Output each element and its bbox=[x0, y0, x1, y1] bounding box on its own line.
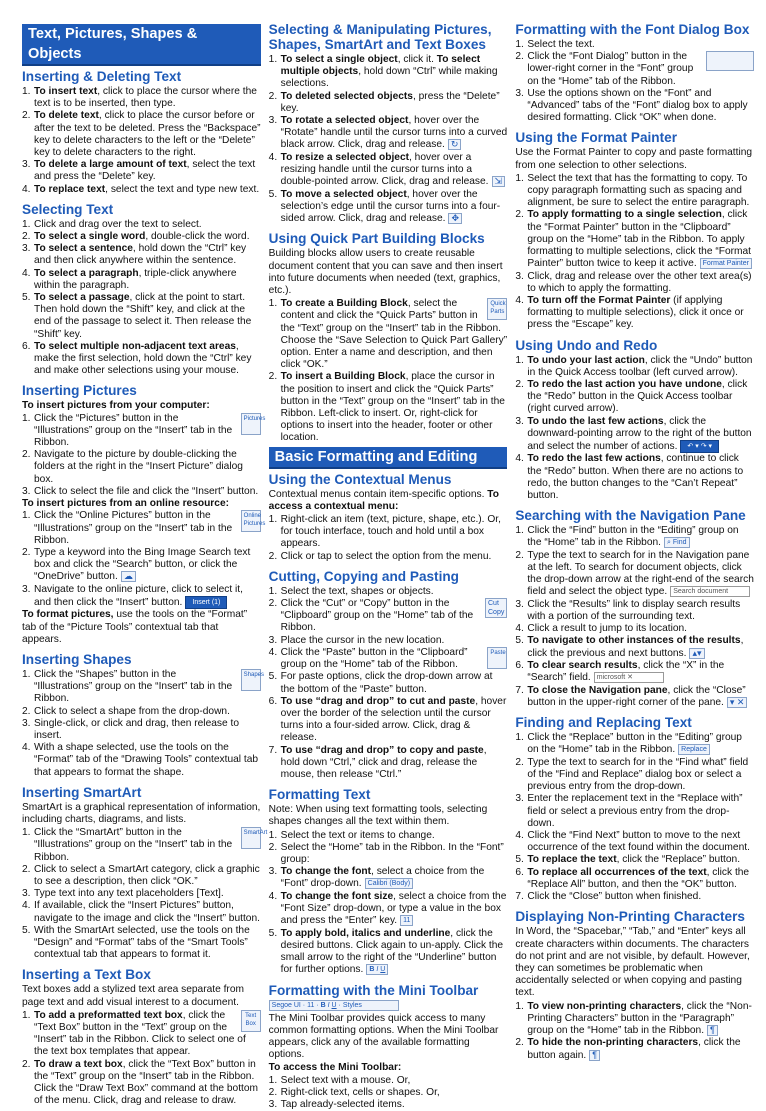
list-item: 2. To insert a Building Block, place the cursor in the position to insert and click the “Quick Parts” button in the “Text” group on the “Insert” tab in the Ribbon. Left-click to insert. Or, right-click for options to insert into the header, footer or other location. bbox=[268, 371, 505, 444]
list-smartart bbox=[22, 827, 268, 961]
list-item: 5. To select a passage, click at the point to start. Then hold down the “Shift” key, and click at the end of the passage to select it. Then release the “Shift” key. bbox=[22, 292, 252, 340]
list-formatting bbox=[269, 830, 508, 977]
list-mini bbox=[269, 1075, 508, 1111]
heading-formatting-text: Formatting Text bbox=[268, 787, 371, 803]
quickpart-intro: Building blocks allow users to create reusable document content that you can save and then insert into future documents when needed (text, graphics, etc.). bbox=[268, 248, 503, 297]
list-item: 1. Click the “Find” button in the “Editing” group on the “Home” tab in the Ribbon. ⌕ Find bbox=[515, 525, 739, 549]
quick-parts-button-icon: Quick Parts bbox=[487, 298, 507, 320]
list-item: 3. Place the cursor in the new location. bbox=[268, 634, 445, 646]
list-manipulating bbox=[269, 54, 508, 225]
list-item: 5. With the SmartArt selected, use the tools on the “Design” and “Format” tabs of the “Smart Tools” contextual tab that appears to format it. bbox=[22, 924, 250, 961]
list-item: 2. Navigate to the picture by double-clicking the folders at the right in the “Insert Picture” dialog box. bbox=[22, 449, 243, 485]
search-icon: ⌕ bbox=[667, 539, 671, 547]
list-item: 1. Select text with a mouse. Or, bbox=[268, 1074, 411, 1086]
heading-inserting-deleting: Inserting & Deleting Text bbox=[22, 69, 182, 84]
list-item: 3. Click the “Results” link to display search results with a portion of the surrounding text. bbox=[515, 598, 741, 623]
list-font-dialog bbox=[515, 39, 754, 124]
column-2 bbox=[268, 22, 508, 1110]
list-item: 3. Type text into any text placeholders [Text]. bbox=[22, 888, 224, 900]
shapes-button-icon: Shapes bbox=[241, 669, 261, 691]
list-shapes bbox=[22, 668, 265, 779]
list-undo bbox=[515, 355, 754, 503]
heading-cut-copy-paste: Cutting, Copying and Pasting bbox=[268, 568, 459, 584]
list-item: 7. To close the Navigation pane, click the “Close” button in the upper-right corner of the pane. ▾ ✕ bbox=[515, 684, 746, 709]
list-item: 2. To select a single word, double-click the word. bbox=[22, 231, 250, 243]
list-item: 2. Right-click text, cells or shapes. Or, bbox=[268, 1086, 440, 1098]
undo-redo-toolbar-icon: ↶ ▾ ↷ ▾ bbox=[680, 440, 719, 453]
column-1 bbox=[22, 22, 268, 1107]
list-item: 3. Use the options shown on the “Font” and “Advanced” tabs of the “Font” dialog box to apply desired formatting. Click “OK” when done. bbox=[515, 87, 748, 124]
list-selecting-text bbox=[22, 219, 261, 378]
list-item: 2. To deleted selected objects, press the “Delete” key. bbox=[268, 90, 500, 114]
list-item: 1. Shapes Click the “Shapes” button in the “Illustrations” group on the “Insert” tab in the Ribbon. bbox=[22, 668, 265, 705]
font-dropdown-image: Calibri (Body) bbox=[365, 878, 413, 889]
subheading-pictures-computer: To insert pictures from your computer: bbox=[22, 400, 210, 412]
list-item: 3. Click to select the file and click the “Insert” button. bbox=[22, 485, 259, 497]
list-item: 4. Click the “Find Next” button to move to the next occurrence of the text found within the document. bbox=[515, 830, 750, 854]
list-item: 4. Paste Click the “Paste” button in the “Clipboard” group on the “Home” tab of the Ribbon. bbox=[268, 646, 506, 671]
list-item: 3. To change the font, select a choice from the “Font” drop-down. Calibri (Body) bbox=[268, 866, 485, 890]
list-item: 2. To hide the non-printing characters, click the button again. ¶ bbox=[515, 1037, 741, 1061]
list-item: 2. Click the “Font Dialog” button in the lower-right corner in the “Font” group on the “Home” tab of the Ribbon. bbox=[515, 51, 754, 88]
move-cursor-icon: ✥ bbox=[448, 213, 462, 224]
list-item: 2. Type the text to search for in the “Find what” field of the “Find and Replace” dialog box or select a previous entry from the drop-down. bbox=[515, 756, 749, 793]
list-item: 2. Type a keyword into the Bing Image Search text box and click the “Search” button, or click the “OneDrive” button. ☁ bbox=[22, 546, 251, 583]
formatting-intro: Note: When using text formatting tools, selecting shapes changes all the text within them. bbox=[268, 804, 488, 828]
paste-button-icon: Paste bbox=[487, 647, 507, 669]
list-item: 1. Click the “Replace” button in the “Editing” group on the “Home” tab in the Ribbon. Replace bbox=[515, 732, 742, 756]
list-textbox bbox=[22, 1010, 261, 1108]
search-field-image: microsoft ✕ bbox=[594, 672, 664, 683]
list-item: 2. Click to select a shape from the drop-down. bbox=[22, 705, 230, 717]
previous-next-icon: ▴▾ bbox=[689, 648, 704, 659]
list-item: 2. To delete text, click to place the cursor before or after the text to be deleted. Press the “Backspace” key to delete characters to the left or the “Delete” key to delete characters to the right. bbox=[22, 110, 261, 159]
heading-format-painter: Using the Format Painter bbox=[515, 130, 677, 146]
heading-inserting-pictures: Inserting Pictures bbox=[22, 383, 137, 399]
section-banner: Text, Pictures, Shapes & Objects bbox=[22, 24, 261, 66]
list-item: 3. Tap already-selected items. bbox=[268, 1098, 405, 1110]
list-item: 4. With a shape selected, use the tools on the “Format” tab of the “Drawing Tools” contextual tab that appears to format the shape. bbox=[22, 742, 259, 778]
pilcrow-icon: ¶ bbox=[707, 1025, 718, 1036]
list-item: 7. To use “drag and drop” to copy and paste, hold down “Ctrl,” click and drag, release the mouse, then release “Ctrl.” bbox=[268, 744, 487, 780]
section-banner: Basic Formatting and Editing bbox=[269, 447, 508, 469]
list-inserting-deleting bbox=[22, 86, 261, 196]
pane-close-icon: ▾ ✕ bbox=[727, 697, 748, 708]
list-item: 4. Click a result to jump to its location. bbox=[515, 623, 688, 635]
heading-non-printing: Displaying Non-Printing Characters bbox=[515, 909, 745, 925]
list-pictures-online bbox=[22, 510, 266, 609]
contextual-intro: Contextual menus contain item-specific options. To access a contextual menu: bbox=[268, 488, 499, 512]
list-item: 2. To apply formatting to a single selection, click the “Format Painter” button in the “Clipboard” group on the “Home” tab in the Ribbon. To apply formatting to multiple selections, click the “Format Painter” button twice to keep it active. Format Painter bbox=[515, 209, 751, 270]
rotate-handle-icon: ↻ bbox=[448, 139, 462, 150]
heading-manipulating-objects: Selecting & Manipulating Pictures, Shapes, SmartArt and Text Boxes bbox=[268, 22, 492, 52]
list-item: 1. To undo your last action, click the “Undo” button in the Quick Access toolbar (left curved arrow). bbox=[515, 354, 753, 378]
replace-button-image: Replace bbox=[678, 744, 710, 755]
bold-italic-underline-icon: B I U bbox=[366, 964, 388, 975]
list-item: 5. For paste options, click the drop-down arrow at the bottom of the “Paste” button. bbox=[268, 671, 493, 695]
list-item: 4. To change the font size, select a choice from the “Font Size” drop-down, or type a value in the box and press the “Enter” key. 11 bbox=[268, 890, 507, 927]
list-item: 1. Select the text. bbox=[515, 39, 595, 50]
close-icon: ✕ bbox=[627, 674, 633, 682]
list-item: 1. Select the text or items to change. bbox=[268, 829, 435, 841]
list-item: 5. To move a selected object, hover over the selection’s edge until the cursor turns into a four-sided arrow. Click, drag and release. ✥ bbox=[268, 188, 501, 225]
font-group-image bbox=[706, 51, 754, 71]
pictures-format-note: To format pictures, use the tools on the “Format” tab of the “Picture Tools” contextual tab that appears. bbox=[22, 609, 248, 645]
list-item: 2. Select the “Home” tab in the Ribbon. In the “Font” group: bbox=[268, 841, 504, 865]
pictures-button-icon: Pictures bbox=[241, 413, 261, 435]
heading-quick-parts: Using Quick Part Building Blocks bbox=[268, 231, 485, 247]
heading-selecting-text: Selecting Text bbox=[22, 201, 114, 217]
painter-intro: Use the Format Painter to copy and paste formatting from one selection to other selections. bbox=[515, 147, 753, 171]
list-navpane bbox=[515, 525, 754, 709]
heading-mini-toolbar: Formatting with the Mini Toolbar bbox=[268, 982, 479, 998]
list-nonprint bbox=[515, 1001, 754, 1062]
font-size-box-image: 11 bbox=[400, 915, 413, 926]
list-item: 1. To insert text, click to place the cursor where the text is to be inserted, then type. bbox=[22, 86, 257, 110]
list-item: 4. To turn off the Format Painter (if applying formatting to multiple selections), click it once or press the “Escape” key. bbox=[515, 295, 744, 331]
heading-inserting-shapes: Inserting Shapes bbox=[22, 651, 132, 667]
list-item: 1. Pictures Click the “Pictures” button in the “Illustrations” group on the “Insert” tab in the Ribbon. bbox=[22, 412, 266, 449]
list-item: 3. Navigate to the online picture, click to select it, and then click the “Insert” button. Insert (1) bbox=[22, 583, 243, 609]
list-item: 3. To undo the last few actions, click the downward-pointing arrow to the right of the button and select the number of actions. ↶ ▾ ↷ ▾ bbox=[515, 415, 752, 453]
insert-button-image: Insert (1) bbox=[185, 596, 227, 609]
list-item: 3. To rotate a selected object, hover over the “Rotate” handle until the cursor turns into a curved black arrow. Click, drag and release. ↻ bbox=[268, 115, 508, 151]
list-item: 4. To select a paragraph, triple-click anywhere within the paragraph. bbox=[22, 267, 237, 291]
list-item: 1. Select the text that has the formatting to copy. To copy paragraph formatting such as spacing and alignment, be sure to select the entire paragraph. bbox=[515, 172, 750, 209]
column-3 bbox=[515, 22, 754, 1061]
list-item: 5. To navigate to other instances of the results, click the previous and next buttons. ▴▾ bbox=[515, 635, 744, 659]
mini-intro: The Mini Toolbar provides quick access to many common formatting options. When the Mini Toolbar appears, click any of the available formatting options. bbox=[268, 1012, 499, 1061]
list-item: 6. To clear search results, click the “X” in the “Search” field. microsoft ✕ bbox=[515, 660, 725, 684]
list-cutcopy bbox=[269, 586, 508, 781]
heading-navigation-pane: Searching with the Navigation Pane bbox=[515, 508, 746, 524]
format-painter-button-image: Format Painter bbox=[700, 258, 752, 269]
list-pictures-computer bbox=[22, 412, 266, 498]
list-item: 5. To apply bold, italics and underline, click the desired buttons. Click again to un-apply. Click the small arrow to the right of the “Underline” button for further options. B I U bbox=[268, 927, 504, 976]
heading-find-replace: Finding and Replacing Text bbox=[515, 715, 692, 731]
smartart-intro: SmartArt is a graphical representation of information, including charts, diagrams, and lists. bbox=[22, 801, 261, 825]
list-item: 4. To resize a selected object, hover over a resizing handle until the cursor turns into a double-pointed arrow. Click, drag and release. ⇲ bbox=[269, 152, 508, 189]
list-item: 1. Select the text, shapes or objects. bbox=[268, 585, 434, 597]
heading-inserting-text-box: Inserting a Text Box bbox=[22, 967, 151, 983]
search-document-field-image: Search document bbox=[670, 586, 750, 597]
list-item: 2. To redo the last action you have undone, click the “Redo” button in the Quick Access toolbar (right curved arrow). bbox=[515, 379, 748, 415]
list-item: 6. To replace all occurrences of the text, click the “Replace All” button, and then the “OK” button. bbox=[515, 866, 750, 890]
list-contextual bbox=[269, 514, 508, 563]
list-quickparts bbox=[269, 298, 508, 444]
textbox-intro: Text boxes add a stylized text area separate from page text and add visual interest to a document. bbox=[22, 984, 244, 1008]
list-item: 1. Click and drag over the text to select. bbox=[22, 218, 202, 230]
list-item: 2. Type the text to search for in the Navigation pane at the left. To search for document objects, click the drop-down arrow at the right-end of the search field and select the object type. Search document bbox=[515, 549, 754, 598]
list-item: 3. Single-click, or click and drag, then release to insert. bbox=[22, 717, 239, 741]
list-item: 3. To delete a large amount of text, select the text and press the “Delete” key. bbox=[22, 159, 256, 183]
list-item: 1. Quick Parts To create a Building Block, select the content and click the “Quick Parts” button in the “Text” group on the “Insert” tab in the Ribbon. Choose the “Save Selection to Quick Part Gallery” option. Enter a name and description, and then click “OK.” bbox=[268, 298, 508, 371]
online-pictures-button-icon: Online Pictures bbox=[241, 510, 261, 532]
list-painter bbox=[515, 173, 754, 332]
list-replace bbox=[515, 732, 754, 903]
list-item: 2. Cut Copy Click the “Cut” or “Copy” button in the “Clipboard” group on the “Home” tab of the Ribbon. bbox=[269, 598, 508, 635]
heading-undo-redo: Using Undo and Redo bbox=[515, 337, 658, 353]
heading-inserting-smartart: Inserting SmartArt bbox=[22, 784, 142, 800]
heading-font-dialog: Formatting with the Font Dialog Box bbox=[515, 22, 750, 37]
list-item: 6. To select multiple non-adjacent text areas, make the first selection, hold down the “Ctrl” key and make other selections using your mouse. bbox=[22, 340, 252, 377]
list-item: 5. To replace the text, click the “Replace” button. bbox=[515, 854, 741, 866]
list-item: 1. Online Pictures Click the “Online Pictures” button in the “Illustrations” group on the “Insert” tab in the Ribbon. bbox=[22, 510, 266, 546]
subheading-pictures-online: To insert pictures from an online resource: bbox=[22, 498, 229, 510]
list-item: 4. To replace text, select the text and type new text. bbox=[22, 183, 260, 195]
list-item: 4. To redo the last few actions, continue to click the “Redo” button. When there are no actions to redo, the button changes to the “Can’t Repeat” button. bbox=[515, 453, 744, 502]
list-item: 1. To select a single object, click it. To select multiple objects, hold down “Ctrl” while making selections. bbox=[268, 54, 498, 90]
heading-contextual-menus: Using the Contextual Menus bbox=[268, 471, 452, 487]
list-item: 3. Click, drag and release over the other text area(s) to which to apply the formatting. bbox=[515, 270, 752, 294]
find-button-image: ⌕ Find bbox=[664, 537, 690, 548]
smartart-button-icon: SmartArt bbox=[241, 827, 261, 849]
subheading-mini-access: To access the Mini Toolbar: bbox=[268, 1062, 402, 1074]
list-item: 3. To select a sentence, hold down the “Ctrl” key and then click anywhere within the sentence. bbox=[22, 243, 247, 267]
resize-handle-icon: ⇲ bbox=[492, 176, 506, 187]
text-box-button-icon: Text Box bbox=[241, 1010, 261, 1032]
cut-copy-buttons-icon: Cut Copy bbox=[485, 598, 507, 618]
list-item: 7. Click the “Close” button when finished. bbox=[515, 891, 702, 903]
list-item: 2. To draw a text box, click the “Text Box” button in the “Text” group on the “Insert” tab in the Ribbon. Click the “Draw Text Box” command at the bottom of the menu. Click, drag and release to draw. bbox=[22, 1058, 259, 1107]
list-item: 2. Click or tap to select the option from the menu. bbox=[268, 550, 492, 562]
mini-toolbar-image: Segoe UI · 11 · B I U · Styles bbox=[269, 1000, 399, 1011]
list-item: 1. Right-click an item (text, picture, shape, etc.). Or, for touch interface, touch and hold until a box appears. bbox=[268, 514, 501, 550]
list-item: 1. SmartArt Click the “SmartArt” button in the “Illustrations” group on the “Insert” tab in the Ribbon. bbox=[22, 827, 268, 863]
list-item: 3. Enter the replacement text in the “Replace with” field or select a previous entry from the drop-down. bbox=[515, 793, 743, 829]
list-item: 4. If available, click the “Insert Pictures” button, navigate to the image and click the “Insert” button. bbox=[22, 900, 260, 924]
pilcrow-icon: ¶ bbox=[589, 1050, 600, 1061]
list-item: 6. To use “drag and drop” to cut and paste, hover over the border of the selection until the cursor turns into a four-sided arrow. Click, drag & release. bbox=[268, 695, 507, 744]
list-item: 1. Text Box To add a preformatted text box, click the “Text Box” button in the “Text” group on the “Insert” tab in the Ribbon. Click to select one of the text box templates that appear. bbox=[22, 1010, 261, 1059]
nonprint-intro: In Word, the “Spacebar,” “Tab,” and “Enter” keys all create characters within documents. The characters do not print and are not visible, by default. However, they can sometimes be problematic when accidentally selected or when copying and pasting text. bbox=[515, 926, 750, 999]
list-item: 1. To view non-printing characters, click the “Non-Printing Characters” button in the “Paragraph” group on the “Home” tab in the Ribbon. ¶ bbox=[515, 1000, 752, 1037]
list-item: 2. Click to select a SmartArt category, click a graphic to see a description, then click “OK.” bbox=[22, 863, 260, 887]
onedrive-icon: ☁ bbox=[121, 571, 136, 582]
